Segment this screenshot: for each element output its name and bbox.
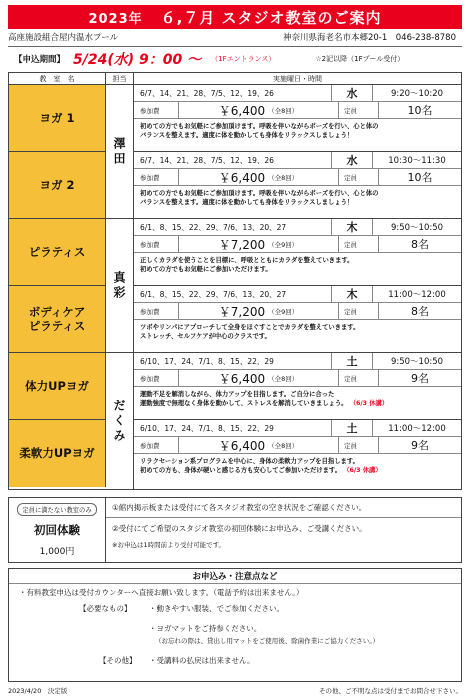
class-dates: 6/1、8、15、22、29、7/6、13、20、27 [134, 286, 332, 302]
description-line: リラクセーション系プログラムを中心に、身体の柔軟力アップを目指します。 [140, 458, 359, 465]
session-count: （全8回） [268, 374, 299, 383]
class-dates: 6/10、17、24、7/1、8、15、22、29 [134, 353, 332, 369]
class-name-cell: ヨガ 2 [9, 152, 106, 219]
divider [8, 46, 462, 47]
fee-label: 参加費 [134, 169, 179, 185]
instructor-cell: 澤田 [106, 85, 134, 219]
period-date: 5/24(水) 9：00 ～ [73, 52, 202, 68]
need-label: 【必要なもの】 [79, 604, 132, 613]
fee-value: ￥6,400 [218, 103, 266, 118]
class-time: 11:00～12:00 [388, 290, 446, 300]
capacity-value: 8名 [411, 305, 429, 318]
class-time: 10:30～11:30 [388, 156, 446, 166]
capacity-value: 10名 [407, 171, 433, 184]
class-time: 9:50～10:50 [390, 223, 444, 233]
fee-label: 参加費 [134, 236, 179, 252]
description-text: バランスを整えます。適度に体を動かしても身体をリラックスしましょう！ [140, 199, 354, 207]
class-dates: 6/10、17、24、7/1、8、15、22、29 [134, 420, 332, 436]
period-entrance: （1Fエントランス） [211, 55, 276, 63]
capacity-label: 定員 [339, 303, 379, 319]
trial-box [8, 497, 462, 563]
class-name-cell: ボディケア ピラティス [9, 286, 106, 353]
venue-name: 高座施設組合屋内温水プール [8, 33, 119, 43]
other-item: ・受講料の払戻は出来ません。 [149, 656, 255, 665]
class-name-cell: 柔軟力UPヨガ [9, 420, 106, 487]
description-line: 運動不足を解消しながら、体力アップを目指します。ご自分に合った [140, 391, 335, 398]
header-instructor: 担当 [106, 73, 134, 85]
fee-cell [179, 102, 339, 118]
session-count: （全8回） [268, 106, 299, 115]
class-time: 11:00～12:00 [388, 424, 446, 434]
notes-box [8, 568, 462, 682]
fee-cell [179, 169, 339, 185]
trial-left [9, 498, 106, 562]
title-banner [8, 5, 462, 29]
description-line: ツボやリンパにアプローチして全身をほぐすことでカラダを整えていきます。 [140, 324, 360, 331]
fee-value: ￥7,200 [218, 304, 266, 319]
description-line [140, 265, 455, 274]
fee-cell [179, 370, 339, 386]
class-time: 9:50～10:50 [390, 357, 444, 367]
class-detail [134, 85, 461, 152]
class-day: 土 [332, 353, 373, 369]
session-count: （全8回） [268, 173, 299, 182]
class-detail [134, 219, 461, 286]
venue-line [8, 31, 462, 45]
description-text: 初めての方も、身体が硬いと感じる方も安心してご参加いただけます。 [140, 467, 341, 475]
footer [8, 686, 462, 695]
schedule-table [8, 72, 462, 490]
fee-value: ￥7,200 [218, 237, 266, 252]
capacity-label: 定員 [339, 370, 379, 386]
description-line: 正しくカラダを使うことを目標に、呼吸とともにカラダを整えていきます。 [140, 257, 354, 264]
session-count: （全9回） [268, 307, 299, 316]
cancel-note: （6/3 休講） [349, 400, 389, 408]
class-name-cell: ヨガ 1 [9, 85, 106, 152]
description-text: ストレッチ、セルフケアが中心のクラスです。 [140, 333, 271, 341]
venue-address: 神奈川県海老名市本郷20-1 046-238-8780 [282, 33, 456, 43]
fee-cell [179, 236, 339, 252]
notes-title: お申込み・注意点など [9, 569, 461, 584]
schedule-row [134, 219, 461, 236]
class-day: 木 [332, 286, 373, 302]
description-text: 運動強度で無理なく身体を動かして、ストレスを解消していきましょう。 [140, 400, 348, 408]
capacity-value: 9名 [411, 439, 429, 452]
class-day: 水 [332, 152, 373, 168]
fee-row [134, 169, 461, 186]
description-text: 初めての方でもお気軽にご参加いただけます。 [140, 266, 272, 274]
class-name-cell: 体力UPヨガ [9, 353, 106, 420]
class-description [134, 119, 461, 144]
description-line: 初めての方でもお気軽にご参加頂けます。呼吸を伴いながらポーズを行い、心と体の [140, 190, 379, 197]
class-description [134, 253, 461, 278]
trial-note: ※お申込は1時間前より受付可能です。 [112, 541, 226, 549]
fee-row [134, 303, 461, 320]
class-description [134, 454, 461, 479]
banner-year: 2023年 [88, 11, 143, 27]
fee-label: 参加費 [134, 303, 179, 319]
capacity-label: 定員 [339, 437, 379, 453]
description-line [140, 399, 455, 408]
trial-step-2: ②受付にてご希望のスタジオ教室の初回体験にお申込み、ご受講ください。 [112, 523, 367, 533]
fee-row [134, 437, 461, 454]
capacity-label: 定員 [339, 236, 379, 252]
class-description [134, 186, 461, 211]
description-line [140, 466, 455, 475]
schedule-row [134, 420, 461, 437]
trial-step-1: ①館内掲示板または受付にて各スタジオ教室の空き状況をご確認ください。 [106, 498, 461, 518]
need-item: ・動きやすい服装、でご参加ください。 [149, 604, 284, 613]
class-day: 土 [332, 420, 373, 436]
description-line [140, 198, 455, 207]
fee-value: ￥6,400 [218, 438, 266, 453]
period-label: 【申込期間】 [14, 55, 66, 65]
class-detail [134, 420, 461, 487]
description-line [140, 131, 455, 140]
capacity-label: 定員 [339, 102, 379, 118]
class-description [134, 320, 461, 345]
fee-value: ￥6,400 [218, 371, 266, 386]
class-name-cell: ピラティス [9, 219, 106, 286]
fee-row [134, 370, 461, 387]
class-dates: 6/7、14、21、28、7/5、12、19、26 [134, 152, 332, 168]
class-time: 9:20～10:20 [390, 89, 444, 99]
fee-value: ￥6,400 [218, 170, 266, 185]
schedule-row [134, 152, 461, 169]
schedule-row [134, 353, 461, 370]
application-period [14, 50, 404, 68]
class-dates: 6/7、14、21、28、7/5、12、19、26 [134, 85, 332, 101]
footer-date: 2023/4/20 決定版 [8, 687, 68, 695]
capacity-value: 8名 [411, 238, 429, 251]
class-detail [134, 353, 461, 420]
class-day: 水 [332, 85, 373, 101]
fee-row [134, 236, 461, 253]
class-day: 木 [332, 219, 373, 235]
fee-cell [179, 437, 339, 453]
session-count: （全9回） [268, 240, 299, 249]
capacity-value: 10名 [407, 104, 433, 117]
instructor-cell: だくみ [106, 353, 134, 489]
banner-title: ６,７月 スタジオ教室のご案内 [160, 8, 382, 27]
class-detail [134, 286, 461, 353]
class-detail [134, 152, 461, 219]
fee-label: 参加費 [134, 370, 179, 386]
notes-main: ・有料教室申込は受付カウンターへ直接お願い致します。（電話予約は出来ません。） [19, 588, 304, 597]
footer-note: その他、ご不明な点は受付までお問合せ下さい。 [319, 687, 462, 695]
description-text: バランスを整えます。適度に体を動かしても身体をリラックスしましょう！ [140, 132, 354, 140]
cancel-note: （6/3 休講） [343, 467, 382, 475]
need-note: （お忘れの際は、貸出し用マットをご使用後、除菌作業にご協力ください。） [155, 637, 379, 645]
header-class-name: 教 室 名 [9, 73, 106, 85]
other-label: 【その他】 [99, 656, 137, 665]
fee-label: 参加費 [134, 102, 179, 118]
trial-fee: 1,000円 [39, 547, 75, 557]
capacity-value: 9名 [411, 372, 429, 385]
description-line [140, 332, 455, 341]
trial-title: 初回体験 [34, 523, 80, 537]
capacity-label: 定員 [339, 169, 379, 185]
schedule-row [134, 286, 461, 303]
schedule-row [134, 85, 461, 102]
fee-cell [179, 303, 339, 319]
trial-pill: 定員に満たない教室のみ [17, 503, 96, 516]
fee-label: 参加費 [134, 437, 179, 453]
fee-row [134, 102, 461, 119]
instructor-cell: 真彩 [106, 219, 134, 353]
class-description [134, 387, 461, 412]
description-line: 初めての方でもお気軽にご参加頂けます。呼吸を伴いながらポーズを行い、心と体の [140, 123, 379, 130]
period-note: ☆2記以降（1Fプール受付） [315, 55, 405, 63]
header-schedule: 実施曜日・時間 [134, 73, 461, 85]
session-count: （全8回） [268, 441, 299, 450]
need-item: ・ヨガマットをご持参ください。 [149, 624, 262, 633]
class-dates: 6/1、8、15、22、29、7/6、13、20、27 [134, 219, 332, 235]
